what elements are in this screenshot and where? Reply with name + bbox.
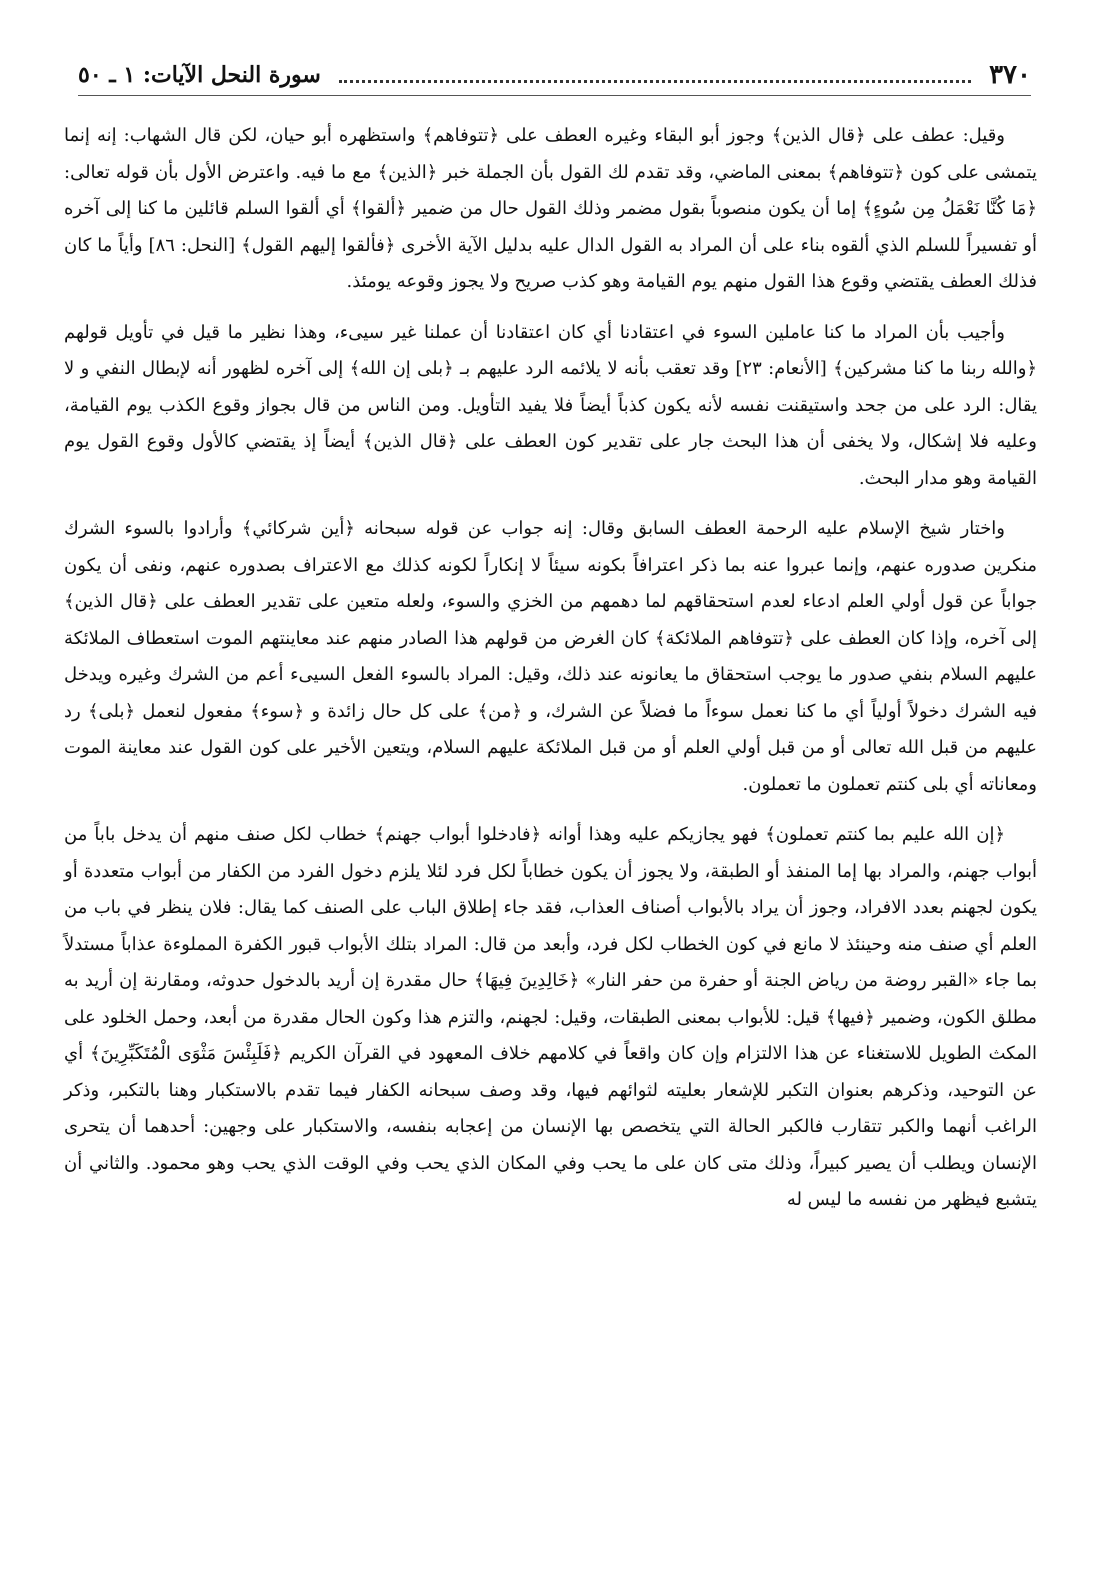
paragraph-gap xyxy=(64,497,1037,511)
paragraph-3: واختار شيخ الإسلام عليه الرحمة العطف السابق وقال: إنه جواب عن قوله سبحانه ﴿أين شركائي﴾ وأرادوا بالسوء الشرك منكرين صدوره عنهم، وإنما عبروا عنه بما ذكر اعترافاً بكونه سيئاً لا إنكاراً لكونه كذلك مع الاعتراف بصدوره عنهم، ونفى أن يكون جواباً عن قول أولي العلم ادعاء لعدم استحقاقهم لما دهمهم من الخزي والسوء، ولعله متعين على تقدير العطف على ﴿قال الذين﴾ إلى آخره، وإذا كان العطف على ﴿تتوفاهم الملائكة﴾ كان الغرض من قولهم هذا الصادر منهم عند معاينتهم الموت استعطاف الملائكة عليهم السلام بنفي صدور ما يوجب استحقاق ما يعانونه عند ذلك، وقيل: المراد بالسوء الفعل السيىء أعم من الشرك وغيره ويدخل فيه الشرك دخولاً أولياً أي ما كنا نعمل سوءاً ما فضلاً عن الشرك، و ﴿من﴾ على كل حال زائدة و ﴿سوء﴾ مفعول لنعمل ﴿بلى﴾ رد عليهم من قبل الله تعالى أو من قبل أولي العلم أو من قبل الملائكة عليهم السلام، ويتعين الأخير على كون القول عند معاينة الموت ومعاناته أي بلى كنتم تعملون ما تعملون. xyxy=(64,518,1037,795)
header-dotted-leader xyxy=(339,80,971,83)
page-header xyxy=(78,58,1031,92)
page-number: ٣٧٠ xyxy=(989,60,1031,90)
paragraph-gap xyxy=(64,301,1037,315)
paragraph-gap xyxy=(64,803,1037,817)
paragraph-1: وقيل: عطف على ﴿قال الذين﴾ وجوز أبو البقاء وغيره العطف على ﴿تتوفاهم﴾ واستظهره أبو حيان، لكن قال الشهاب: إنه إنما يتمشى على كون ﴿تتوفاهم﴾ بمعنى الماضي، وقد تقدم لك القول بأن الجملة خبر ﴿الذين﴾ مع ما فيه. واعترض الأول بأن قوله تعالى: ﴿مَا كُنَّا نَعْمَلُ مِن سُوءٍ﴾ إما أن يكون منصوباً بقول مضمر وذلك القول حال من ضمير ﴿ألقوا﴾ أي ألقوا السلم قائلين ما كنا إلى آخره أو تفسيراً للسلم الذي ألقوه بناء على أن المراد به القول الدال عليه بدليل الآية الأخرى ﴿فألقوا إليهم القول﴾ [النحل: ٨٦] وأياً ما كان فذلك العطف يقتضي وقوع هذا القول منهم يوم القيامة وهو كذب صريح ولا يجوز وقوعه يومئذ. xyxy=(64,125,1037,292)
surah-title: سورة النحل الآيات: ١ ـ ٥٠ xyxy=(78,62,321,88)
header-rule xyxy=(78,95,1031,96)
paragraph-2: وأجيب بأن المراد ما كنا عاملين السوء في اعتقادنا أي كان اعتقادنا أن عملنا غير سيىء، وهذا نظير ما قيل في تأويل قولهم ﴿والله ربنا ما كنا مشركين﴾ [الأنعام: ٢٣] وقد تعقب بأنه لا يلائمه الرد عليهم بـ ﴿بلى إن الله﴾ إلى آخره لظهور أنه لإبطال النفي و لا يقال: الرد على من جحد واستيقنت نفسه لأنه يكون كذباً أيضاً فلا يفيد التأويل. ومن الناس من قال بجواز وقوع الكذب يوم القيامة، وعليه فلا إشكال، ولا يخفى أن هذا البحث جار على تقدير كون العطف على ﴿قال الذين﴾ أيضاً إذ يقتضي كالأول وقوع القول يوم القيامة وهو مدار البحث. xyxy=(64,321,1037,489)
paragraph-4: ﴿إن الله عليم بما كنتم تعملون﴾ فهو يجازيكم عليه وهذا أوانه ﴿فادخلوا أبواب جهنم﴾ خطاب لكل صنف منهم أن يدخل باباً من أبواب جهنم، والمراد بها إما المنفذ أو الطبقة، ولا يجوز أن يكون خطاباً لكل فرد لئلا يلزم دخول الفرد من الكفار من أبواب متعددة أو يكون لجهنم بعدد الافراد، وجوز أن يراد بالأبواب أصناف العذاب، فقد جاء إطلاق الباب على الصنف كما يقال: فلان ينظر في باب من العلم أي صنف منه وحينئذ لا مانع في كون الخطاب لكل فرد، وأبعد من قال: المراد بتلك الأبواب قبور الكفرة المملوءة عذاباً مستدلاً بما جاء «القبر روضة من رياض الجنة أو حفرة من حفر النار» ﴿خَالِدِينَ فِيهَا﴾ حال مقدرة إن أريد بالدخول حدوثه، ومقارنة إن أريد به مطلق الكون، وضمير ﴿فيها﴾ قيل: للأبواب بمعنى الطبقات، وقيل: لجهنم، والتزم هذا وكون الحال مقدرة من أبعد، وحمل الخلود على المكث الطويل للاستغناء عن هذا الالتزام وإن كان واقعاً في كلامهم خلاف المعهود في القرآن الكريم ﴿فَلَبِئْسَ مَثْوَى الْمُتَكَبِّرِينَ﴾ أي عن التوحيد، وذكرهم بعنوان التكبر للإشعار بعليته لثوائهم فيها، وقد وصف سبحانه الكفار فيما تقدم بالاستكبار وهنا بالتكبر، وذكر الراغب أنهما والكبر تتقارب فالكبر الحالة التي يتخصص بها الإنسان من إعجابه بنفسه، والاستكبار على وجهين: أحدهما أن يتحرى الإنسان ويطلب أن يصير كبيراً، وذلك متى كان على ما يحب وفي المكان الذي يحب وفي الوقت الذي يحب وهو محمود. والثاني أن يتشبع فيظهر من نفسه ما ليس له xyxy=(64,824,1037,1210)
page-body xyxy=(64,118,1037,1219)
